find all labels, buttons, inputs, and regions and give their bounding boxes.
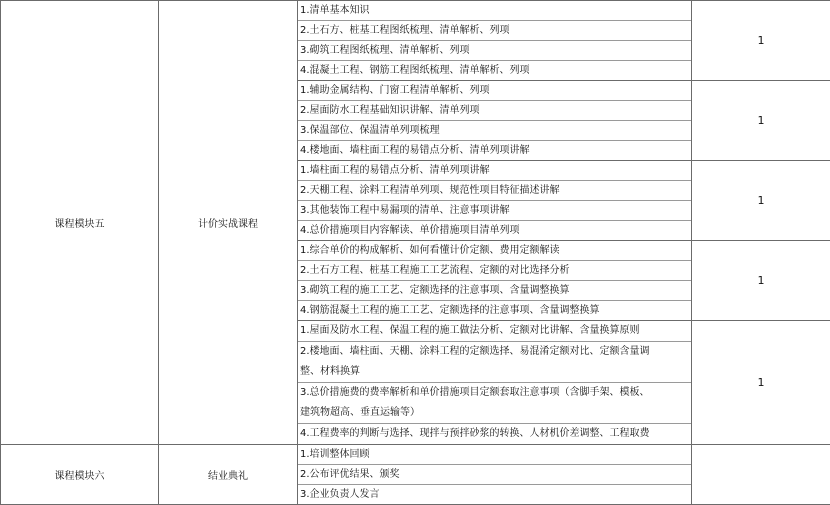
hours-cell: 1 [692, 1, 830, 81]
content-line: 1.墙柱面工程的易错点分析、清单列项讲解 [298, 161, 691, 180]
course-name-cell: 结业典礼 [159, 445, 298, 505]
content-cell [298, 81, 692, 161]
content-line: 4.混凝土工程、钢筋工程图纸梳理、清单解析、列项 [298, 60, 691, 80]
hours-cell: 1 [692, 321, 830, 445]
hours-cell: 1 [692, 81, 830, 161]
content-line: 2.土石方工程、桩基工程施工工艺流程、定额的对比选择分析 [298, 260, 691, 280]
content-line: 1.屋面及防水工程、保温工程的施工做法分析、定额对比讲解、含量换算原则 [298, 321, 691, 341]
table-row [1, 1, 830, 81]
content-line: 2.公布评优结果、颁奖 [298, 464, 691, 484]
content-line: 4.楼地面、墙柱面工程的易错点分析、清单列项讲解 [298, 140, 691, 160]
content-line: 2.土石方、桩基工程图纸梳理、清单解析、列项 [298, 20, 691, 40]
content-cell [298, 321, 692, 445]
content-cell [298, 161, 692, 241]
content-line: 整、材料换算 [298, 362, 691, 382]
content-line: 1.清单基本知识 [298, 1, 691, 20]
content-line: 1.辅助金属结构、门窗工程清单解析、列项 [298, 81, 691, 100]
content-line: 4.钢筋混凝土工程的施工工艺、定额选择的注意事项、含量调整换算 [298, 300, 691, 320]
hours-cell: 1 [692, 241, 830, 321]
content-line: 3.保温部位、保温清单列项梳理 [298, 120, 691, 140]
content-line: 1.培训整体回顾 [298, 445, 691, 464]
content-line: 3.砌筑工程图纸梳理、清单解析、列项 [298, 40, 691, 60]
content-line: 3.砌筑工程的施工工艺、定额选择的注意事项、含量调整换算 [298, 280, 691, 300]
module-name-cell: 课程模块六 [1, 445, 159, 505]
content-line: 2.屋面防水工程基础知识讲解、清单列项 [298, 100, 691, 120]
course-name-cell: 计价实战课程 [159, 1, 298, 445]
content-line: 2.天棚工程、涂料工程清单列项、规范性项目特征描述讲解 [298, 180, 691, 200]
content-line: 3.总价措施费的费率解析和单价措施项目定额套取注意事项（含脚手架、模板、 [298, 382, 691, 403]
content-line: 1.综合单价的构成解析、如何看懂计价定额、费用定额解读 [298, 241, 691, 260]
content-line: 2.楼地面、墙柱面、天棚、涂料工程的定额选择、易混淆定额对比、定额含量调 [298, 341, 691, 362]
content-cell [298, 445, 692, 505]
content-cell [298, 1, 692, 81]
content-line: 3.其他装饰工程中易漏项的清单、注意事项讲解 [298, 200, 691, 220]
content-line: 4.工程费率的判断与选择、现拌与预拌砂浆的转换、人材机价差调整、工程取费 [298, 423, 691, 444]
hours-cell [692, 445, 830, 505]
content-line: 4.总价措施项目内容解读、单价措施项目清单列项 [298, 220, 691, 240]
hours-cell: 1 [692, 161, 830, 241]
table-row [1, 445, 830, 505]
content-line: 3.企业负责人发言 [298, 484, 691, 504]
content-line: 建筑物超高、垂直运输等） [298, 403, 691, 423]
module-name-cell: 课程模块五 [1, 1, 159, 445]
content-cell [298, 241, 692, 321]
